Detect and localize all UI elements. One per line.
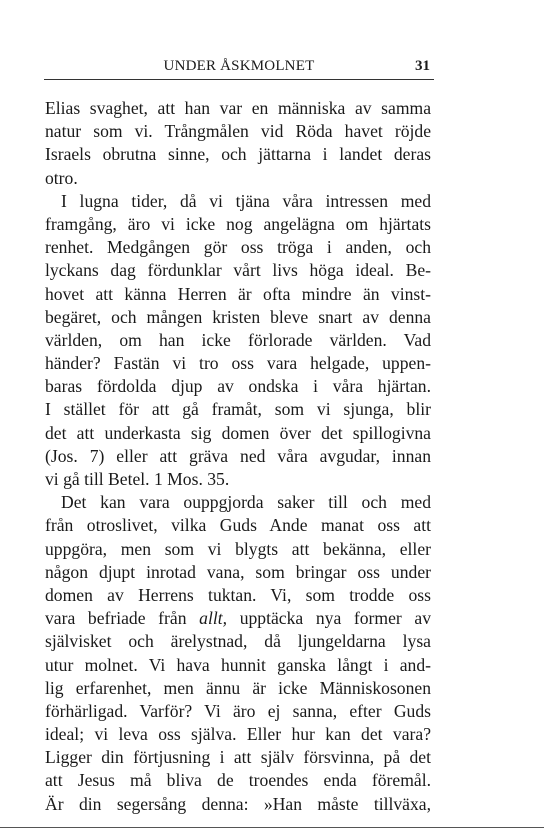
- text-line: ideal; vi leva oss själva. Eller hur kan det vara?: [45, 724, 431, 745]
- text-line: domen av Herrens tuktan. Vi, som trodde oss: [45, 584, 431, 605]
- text-line: baras fördolda djup av ondska i våra hjärtan.: [45, 376, 431, 397]
- text-line: begäret, och mången kristen bleve snart av denna: [45, 306, 431, 327]
- text-line: självisket och ärelystnad, då ljungeldarna lysa: [45, 631, 431, 652]
- text-line: I stället för att gå framåt, som vi sjunga, blir: [45, 399, 431, 420]
- text-line: utur molnet. Vi hava hunnit ganska långt i and-: [45, 654, 431, 675]
- text-line: Ligger din förtjusning i att själv försvinna, på det: [45, 747, 431, 768]
- text-line: att Jesus må bliva de troendes enda föremål.: [45, 770, 431, 791]
- text-line: hovet att känna Herren är ofta mindre än vinst-: [45, 283, 431, 304]
- text-segment: upptäcka nya former av: [239, 608, 431, 629]
- text-line: från otroslivet, vilka Guds Ande manat oss att: [45, 515, 431, 536]
- text-line: natur som vi. Trångmålen vid Röda havet röjde: [45, 121, 431, 142]
- text-line: händer? Fastän vi tro oss vara helgade, uppen-: [45, 353, 431, 374]
- text-line: Elias svaghet, att han var en människa av samma: [45, 98, 431, 118]
- text-line: renhet. Medgången gör oss tröga i anden, och: [45, 237, 431, 258]
- text-line: vi gå till Betel. 1 Mos. 35.: [45, 469, 230, 489]
- running-title: UNDER ÅSKMOLNET: [163, 58, 315, 74]
- text-line: uppgöra, men som vi blygts att bekänna, eller: [45, 538, 431, 559]
- page-number: 31: [415, 58, 430, 74]
- text-segment: vara befriade från: [45, 608, 187, 629]
- text-line: otro.: [45, 167, 78, 188]
- page-edge-rule: [0, 827, 544, 828]
- text-line: I lugna tider, då vi tjäna våra intressen med: [61, 190, 431, 211]
- text-line: det att underkasta sig domen över det spillogivna: [45, 422, 431, 443]
- text-line: (Jos. 7) eller att gräva ned våra avgudar, innan: [45, 445, 431, 466]
- text-line: någon djupt inrotad vana, som bringar oss under: [45, 561, 431, 582]
- emphasized-word: allt,: [199, 608, 228, 629]
- text-line: förhärligad. Varför? Vi äro ej sanna, efter Guds: [45, 700, 431, 721]
- body-text: [45, 97, 431, 816]
- text-line: [45, 607, 431, 630]
- text-line: Israels obrutna sinne, och jättarna i landet deras: [45, 144, 431, 165]
- text-line: världen, om han icke förlorade världen. Vad: [45, 329, 431, 350]
- text-line: Är din segersång denna: »Han måste tillväxa,: [45, 793, 431, 814]
- text-line: framgång, äro vi icke nog angelägna om hjärtats: [45, 213, 431, 234]
- header-rule: [44, 79, 434, 80]
- running-head: [44, 58, 434, 80]
- text-line: Det kan vara ouppgjorda saker till och med: [61, 492, 431, 513]
- text-line: lig erfarenhet, men ännu är icke Människosonen: [45, 677, 431, 698]
- text-line: lyckans dag fördunklar vårt livs höga ideal. Be-: [45, 260, 431, 281]
